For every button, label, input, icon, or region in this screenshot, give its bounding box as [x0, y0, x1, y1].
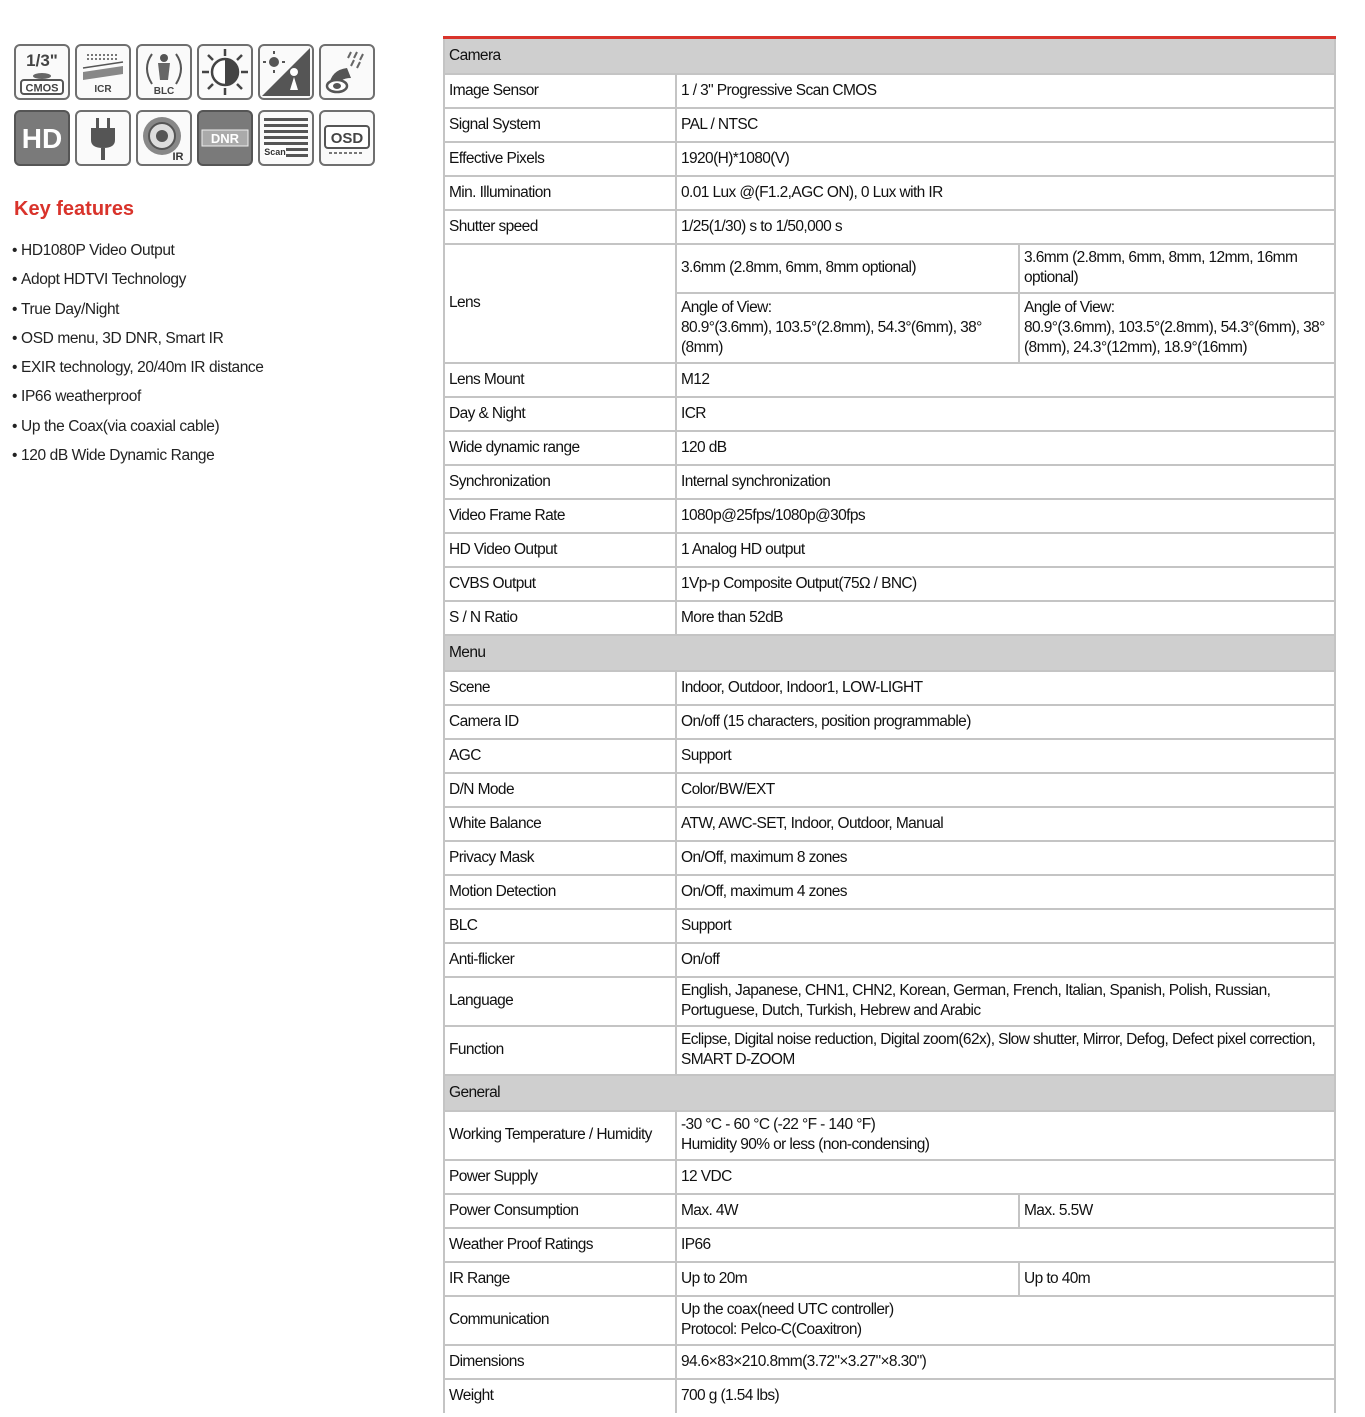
spec-value: PAL / NTSC: [676, 108, 1335, 142]
spec-row-ir-range: [444, 1262, 1335, 1296]
feature-item: • HD1080P Video Output: [12, 236, 264, 265]
spec-row-motion-detection: [444, 875, 1335, 909]
wdr-icon: [258, 44, 314, 100]
spec-value: 700 g (1.54 lbs): [676, 1379, 1335, 1413]
blc-icon: [136, 44, 192, 100]
day-night-icon: [197, 44, 253, 100]
spec-value: Eclipse, Digital noise reduction, Digital zoom(62x), Slow shutter, Mirror, Defog, Defect pixel correction, SMART D-ZOOM: [676, 1026, 1335, 1075]
spec-row-privacy-mask: [444, 841, 1335, 875]
spec-value: 12 VDC: [676, 1160, 1335, 1194]
spec-label: HD Video Output: [444, 533, 676, 567]
svg-text:Scan: Scan: [264, 147, 286, 157]
spec-label: D/N Mode: [444, 773, 676, 807]
spec-label: Weight: [444, 1379, 676, 1413]
svg-text:DNR: DNR: [210, 131, 240, 146]
spec-label: Image Sensor: [444, 74, 676, 108]
feature-item: • 120 dB Wide Dynamic Range: [12, 441, 264, 470]
spec-value: More than 52dB: [676, 601, 1335, 635]
weatherproof-icon: [319, 44, 375, 100]
spec-row-hd-output: [444, 533, 1335, 567]
specification-table: [443, 36, 1336, 1413]
section-title: Camera: [444, 38, 1335, 74]
feature-item: • True Day/Night: [12, 295, 264, 324]
hd-icon: [14, 110, 70, 166]
spec-value: 1 Analog HD output: [676, 533, 1335, 567]
spec-label: Function: [444, 1026, 676, 1075]
svg-text:BLC: BLC: [153, 86, 175, 97]
spec-value: Internal synchronization: [676, 465, 1335, 499]
spec-label: Day & Night: [444, 397, 676, 431]
spec-row-effective-pixels: [444, 142, 1335, 176]
spec-label: BLC: [444, 909, 676, 943]
spec-value: On/Off, maximum 4 zones: [676, 875, 1335, 909]
feature-item: • EXIR technology, 20/40m IR distance: [12, 353, 264, 382]
icr-icon: [75, 44, 131, 100]
spec-value: 120 dB: [676, 431, 1335, 465]
spec-value: [676, 1296, 1335, 1345]
spec-value: 1920(H)*1080(V): [676, 142, 1335, 176]
spec-row-working-temperature: [444, 1111, 1335, 1160]
spec-label: Anti-flicker: [444, 943, 676, 977]
spec-label: Lens Mount: [444, 363, 676, 397]
svg-text:1/3": 1/3": [26, 51, 58, 70]
spec-row-lens: [444, 244, 1335, 293]
feature-item: • Adopt HDTVI Technology: [12, 265, 264, 294]
spec-row-shutter-speed: [444, 210, 1335, 244]
spec-row-scene: [444, 671, 1335, 705]
spec-row-cvbs-output: [444, 567, 1335, 601]
communication-line-1: Up the coax(need UTC controller): [681, 1301, 894, 1318]
spec-row-agc: [444, 739, 1335, 773]
section-title: General: [444, 1075, 1335, 1111]
osd-icon: [319, 110, 375, 166]
spec-label: Camera ID: [444, 705, 676, 739]
angle-title: Angle of View:: [681, 298, 772, 316]
spec-row-weight: [444, 1379, 1335, 1413]
svg-text:CMOS: CMOS: [25, 82, 59, 95]
spec-value: 1/25(1/30) s to 1/50,000 s: [676, 210, 1335, 244]
progressive-scan-icon: [258, 110, 314, 166]
key-features-list: [12, 236, 264, 470]
smart-ir-icon: [136, 110, 192, 166]
dnr-icon: [197, 110, 253, 166]
spec-value: Color/BW/EXT: [676, 773, 1335, 807]
communication-line-2: Protocol: Pelco-C(Coaxitron): [681, 1321, 862, 1338]
spec-label: Dimensions: [444, 1345, 676, 1379]
spec-label: Power Supply: [444, 1160, 676, 1194]
section-header-camera: [444, 38, 1335, 74]
feature-item: • OSD menu, 3D DNR, Smart IR: [12, 324, 264, 353]
spec-label: Communication: [444, 1296, 676, 1345]
spec-row-anti-flicker: [444, 943, 1335, 977]
key-features-title: Key features: [14, 198, 135, 220]
spec-row-dimensions: [444, 1345, 1335, 1379]
spec-label: Motion Detection: [444, 875, 676, 909]
feature-icon-grid: [14, 44, 386, 176]
angle-value: 80.9°(3.6mm), 103.5°(2.8mm), 54.3°(6mm), 38°(8mm): [681, 318, 982, 356]
spec-label: Power Consumption: [444, 1194, 676, 1228]
spec-value-angle-b: [1019, 293, 1335, 363]
spec-label: Signal System: [444, 108, 676, 142]
spec-label: IR Range: [444, 1262, 676, 1296]
spec-row-synchronization: [444, 465, 1335, 499]
spec-label: Language: [444, 977, 676, 1026]
cmos-sensor-icon: [14, 44, 70, 100]
spec-row-image-sensor: [444, 74, 1335, 108]
feature-item: • IP66 weatherproof: [12, 382, 264, 411]
spec-value: 0.01 Lux @(F1.2,AGC ON), 0 Lux with IR: [676, 176, 1335, 210]
spec-value-b: Up to 40m: [1019, 1262, 1335, 1296]
spec-label: Min. Illumination: [444, 176, 676, 210]
spec-label: CVBS Output: [444, 567, 676, 601]
spec-row-min-illumination: [444, 176, 1335, 210]
section-header-general: [444, 1075, 1335, 1111]
spec-row-day-night: [444, 397, 1335, 431]
spec-value-lens-b: 3.6mm (2.8mm, 6mm, 8mm, 12mm, 16mm optional): [1019, 244, 1335, 293]
spec-label: Privacy Mask: [444, 841, 676, 875]
spec-value: 1 / 3" Progressive Scan CMOS: [676, 74, 1335, 108]
spec-value: Indoor, Outdoor, Indoor1, LOW-LIGHT: [676, 671, 1335, 705]
spec-value: On/Off, maximum 8 zones: [676, 841, 1335, 875]
spec-label: Working Temperature / Humidity: [444, 1111, 676, 1160]
spec-row-power-consumption: [444, 1194, 1335, 1228]
spec-label: Wide dynamic range: [444, 431, 676, 465]
spec-row-power-supply: [444, 1160, 1335, 1194]
spec-value: IP66: [676, 1228, 1335, 1262]
spec-label: White Balance: [444, 807, 676, 841]
spec-value: Support: [676, 739, 1335, 773]
spec-label: AGC: [444, 739, 676, 773]
spec-value: On/off: [676, 943, 1335, 977]
spec-label: Scene: [444, 671, 676, 705]
svg-text:ICR: ICR: [94, 84, 112, 95]
spec-value: 1080p@25fps/1080p@30fps: [676, 499, 1335, 533]
spec-value-lens-a: 3.6mm (2.8mm, 6mm, 8mm optional): [676, 244, 1019, 293]
svg-text:HD: HD: [21, 123, 63, 154]
spec-value: M12: [676, 363, 1335, 397]
spec-row-wdr: [444, 431, 1335, 465]
spec-value: Support: [676, 909, 1335, 943]
spec-row-language: [444, 977, 1335, 1026]
spec-label: Shutter speed: [444, 210, 676, 244]
temperature-range: -30 °C - 60 °C (-22 °F - 140 °F): [681, 1116, 876, 1133]
spec-value: 94.6×83×210.8mm(3.72"×3.27"×8.30"): [676, 1345, 1335, 1379]
spec-row-dn-mode: [444, 773, 1335, 807]
spec-label: Effective Pixels: [444, 142, 676, 176]
spec-row-function: [444, 1026, 1335, 1075]
section-header-menu: [444, 635, 1335, 671]
spec-row-weather-proof: [444, 1228, 1335, 1262]
spec-value-b: Max. 5.5W: [1019, 1194, 1335, 1228]
spec-value-a: Max. 4W: [676, 1194, 1019, 1228]
spec-row-blc: [444, 909, 1335, 943]
feature-icon-row-1: [14, 44, 386, 100]
spec-label: Weather Proof Ratings: [444, 1228, 676, 1262]
spec-row-camera-id: [444, 705, 1335, 739]
humidity-range: Humidity 90% or less (non-condensing): [681, 1136, 930, 1153]
spec-value: On/off (15 characters, position programmable): [676, 705, 1335, 739]
spec-value: 1Vp-p Composite Output(75Ω / BNC): [676, 567, 1335, 601]
power-plug-icon: [75, 110, 131, 166]
spec-label: Video Frame Rate: [444, 499, 676, 533]
feature-icon-row-2: [14, 110, 386, 166]
spec-value: [676, 1111, 1335, 1160]
spec-label: Synchronization: [444, 465, 676, 499]
spec-row-white-balance: [444, 807, 1335, 841]
spec-value: English, Japanese, CHN1, CHN2, Korean, German, French, Italian, Spanish, Polish, Russian, Portuguese, Dutch, Turkish, Hebrew and Arabic: [676, 977, 1335, 1026]
svg-text:IR: IR: [172, 151, 184, 163]
spec-value-angle-a: [676, 293, 1019, 363]
spec-row-signal-system: [444, 108, 1335, 142]
spec-row-sn-ratio: [444, 601, 1335, 635]
spec-value: ICR: [676, 397, 1335, 431]
spec-row-lens-mount: [444, 363, 1335, 397]
angle-title: Angle of View:: [1024, 298, 1115, 316]
spec-value: ATW, AWC-SET, Indoor, Outdoor, Manual: [676, 807, 1335, 841]
feature-item: • Up the Coax(via coaxial cable): [12, 412, 264, 441]
svg-text:OSD: OSD: [330, 130, 364, 147]
angle-value: 80.9°(3.6mm), 103.5°(2.8mm), 54.3°(6mm), 38°(8mm), 24.3°(12mm), 18.9°(16mm): [1024, 318, 1325, 356]
section-title: Menu: [444, 635, 1335, 671]
spec-label: S / N Ratio: [444, 601, 676, 635]
spec-label: Lens: [444, 244, 676, 363]
spec-row-frame-rate: [444, 499, 1335, 533]
spec-row-communication: [444, 1296, 1335, 1345]
spec-value-a: Up to 20m: [676, 1262, 1019, 1296]
